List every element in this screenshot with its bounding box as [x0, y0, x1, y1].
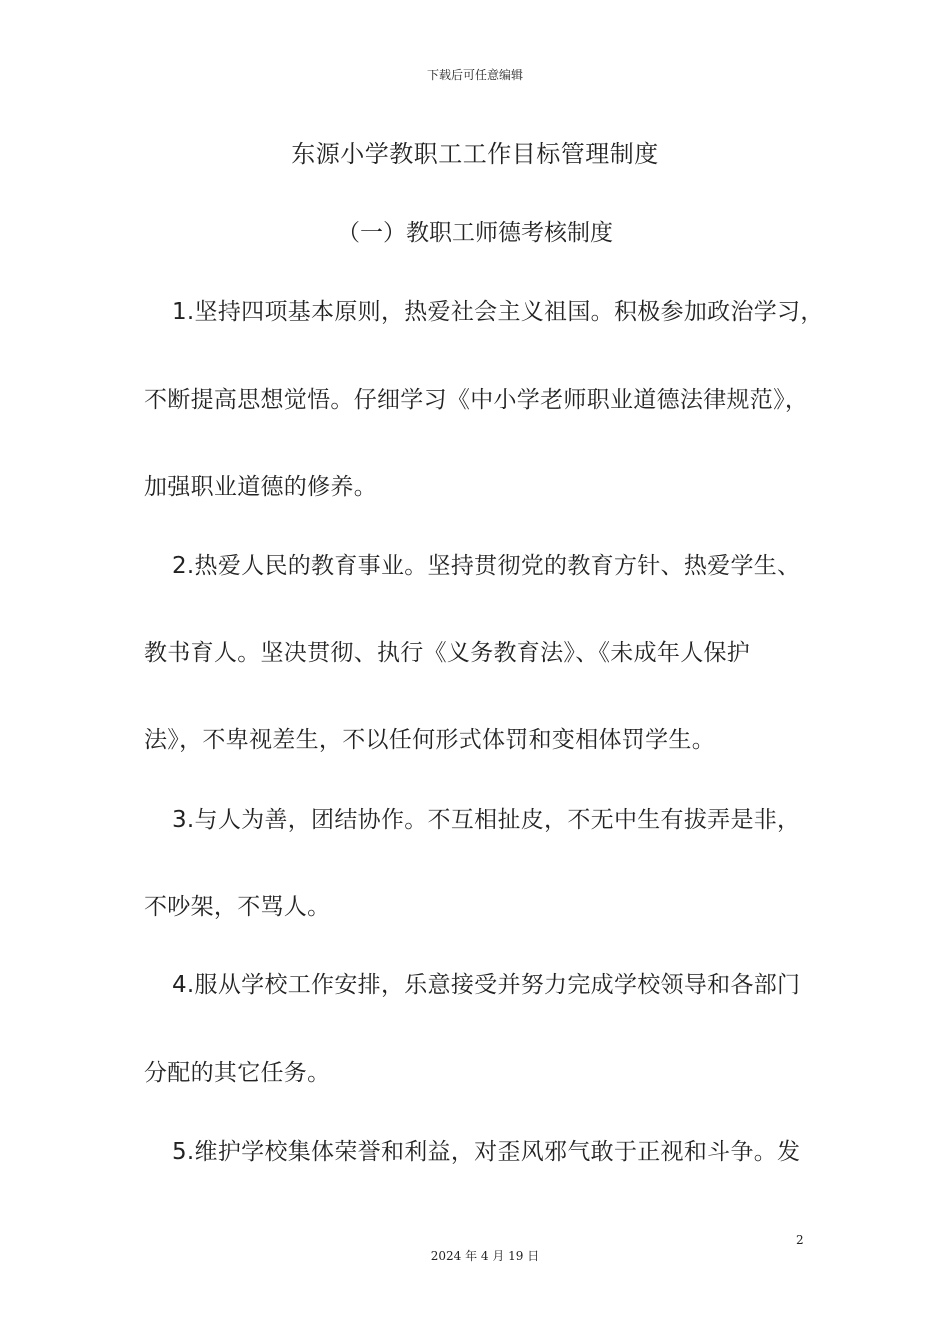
- page-number: 2: [796, 1233, 804, 1247]
- page-header: 下载后可任意编辑: [426, 68, 523, 82]
- paragraph-line: 2.热爱人民的教育事业。坚持贯彻党的教育方针、热爱学生、: [172, 553, 801, 579]
- section-heading: （一）教职工师德考核制度: [337, 220, 613, 246]
- paragraph-line: 3.与人为善，团结协作。不互相扯皮，不无中生有拔弄是非，: [172, 807, 801, 833]
- paragraph-line: 5.维护学校集体荣誉和利益，对歪风邪气敢于正视和斗争。发: [172, 1139, 801, 1165]
- document-title: 东源小学教职工工作目标管理制度: [291, 140, 659, 168]
- paragraph-line: 加强职业道德的修养。: [144, 474, 377, 500]
- paragraph-line: 不断提高思想觉悟。仔细学习《中小学老师职业道德法律规范》，: [144, 387, 809, 413]
- paragraph-line: 法》，不卑视差生，不以任何形式体罚和变相体罚学生。: [144, 727, 715, 753]
- paragraph-line: 4.服从学校工作安排，乐意接受并努力完成学校领导和各部门: [172, 972, 801, 998]
- footer-date: 2024 年 4 月 19 日: [430, 1249, 540, 1263]
- paragraph-line: 分配的其它任务。: [144, 1060, 331, 1086]
- paragraph-line: 教书育人。坚决贯彻、执行《义务教育法》、《未成年人保护: [144, 640, 751, 666]
- paragraph-line: 不吵架，不骂人。: [144, 894, 331, 920]
- paragraph-line: 1.坚持四项基本原则，热爱社会主义祖国。积极参加政治学习，: [172, 299, 824, 325]
